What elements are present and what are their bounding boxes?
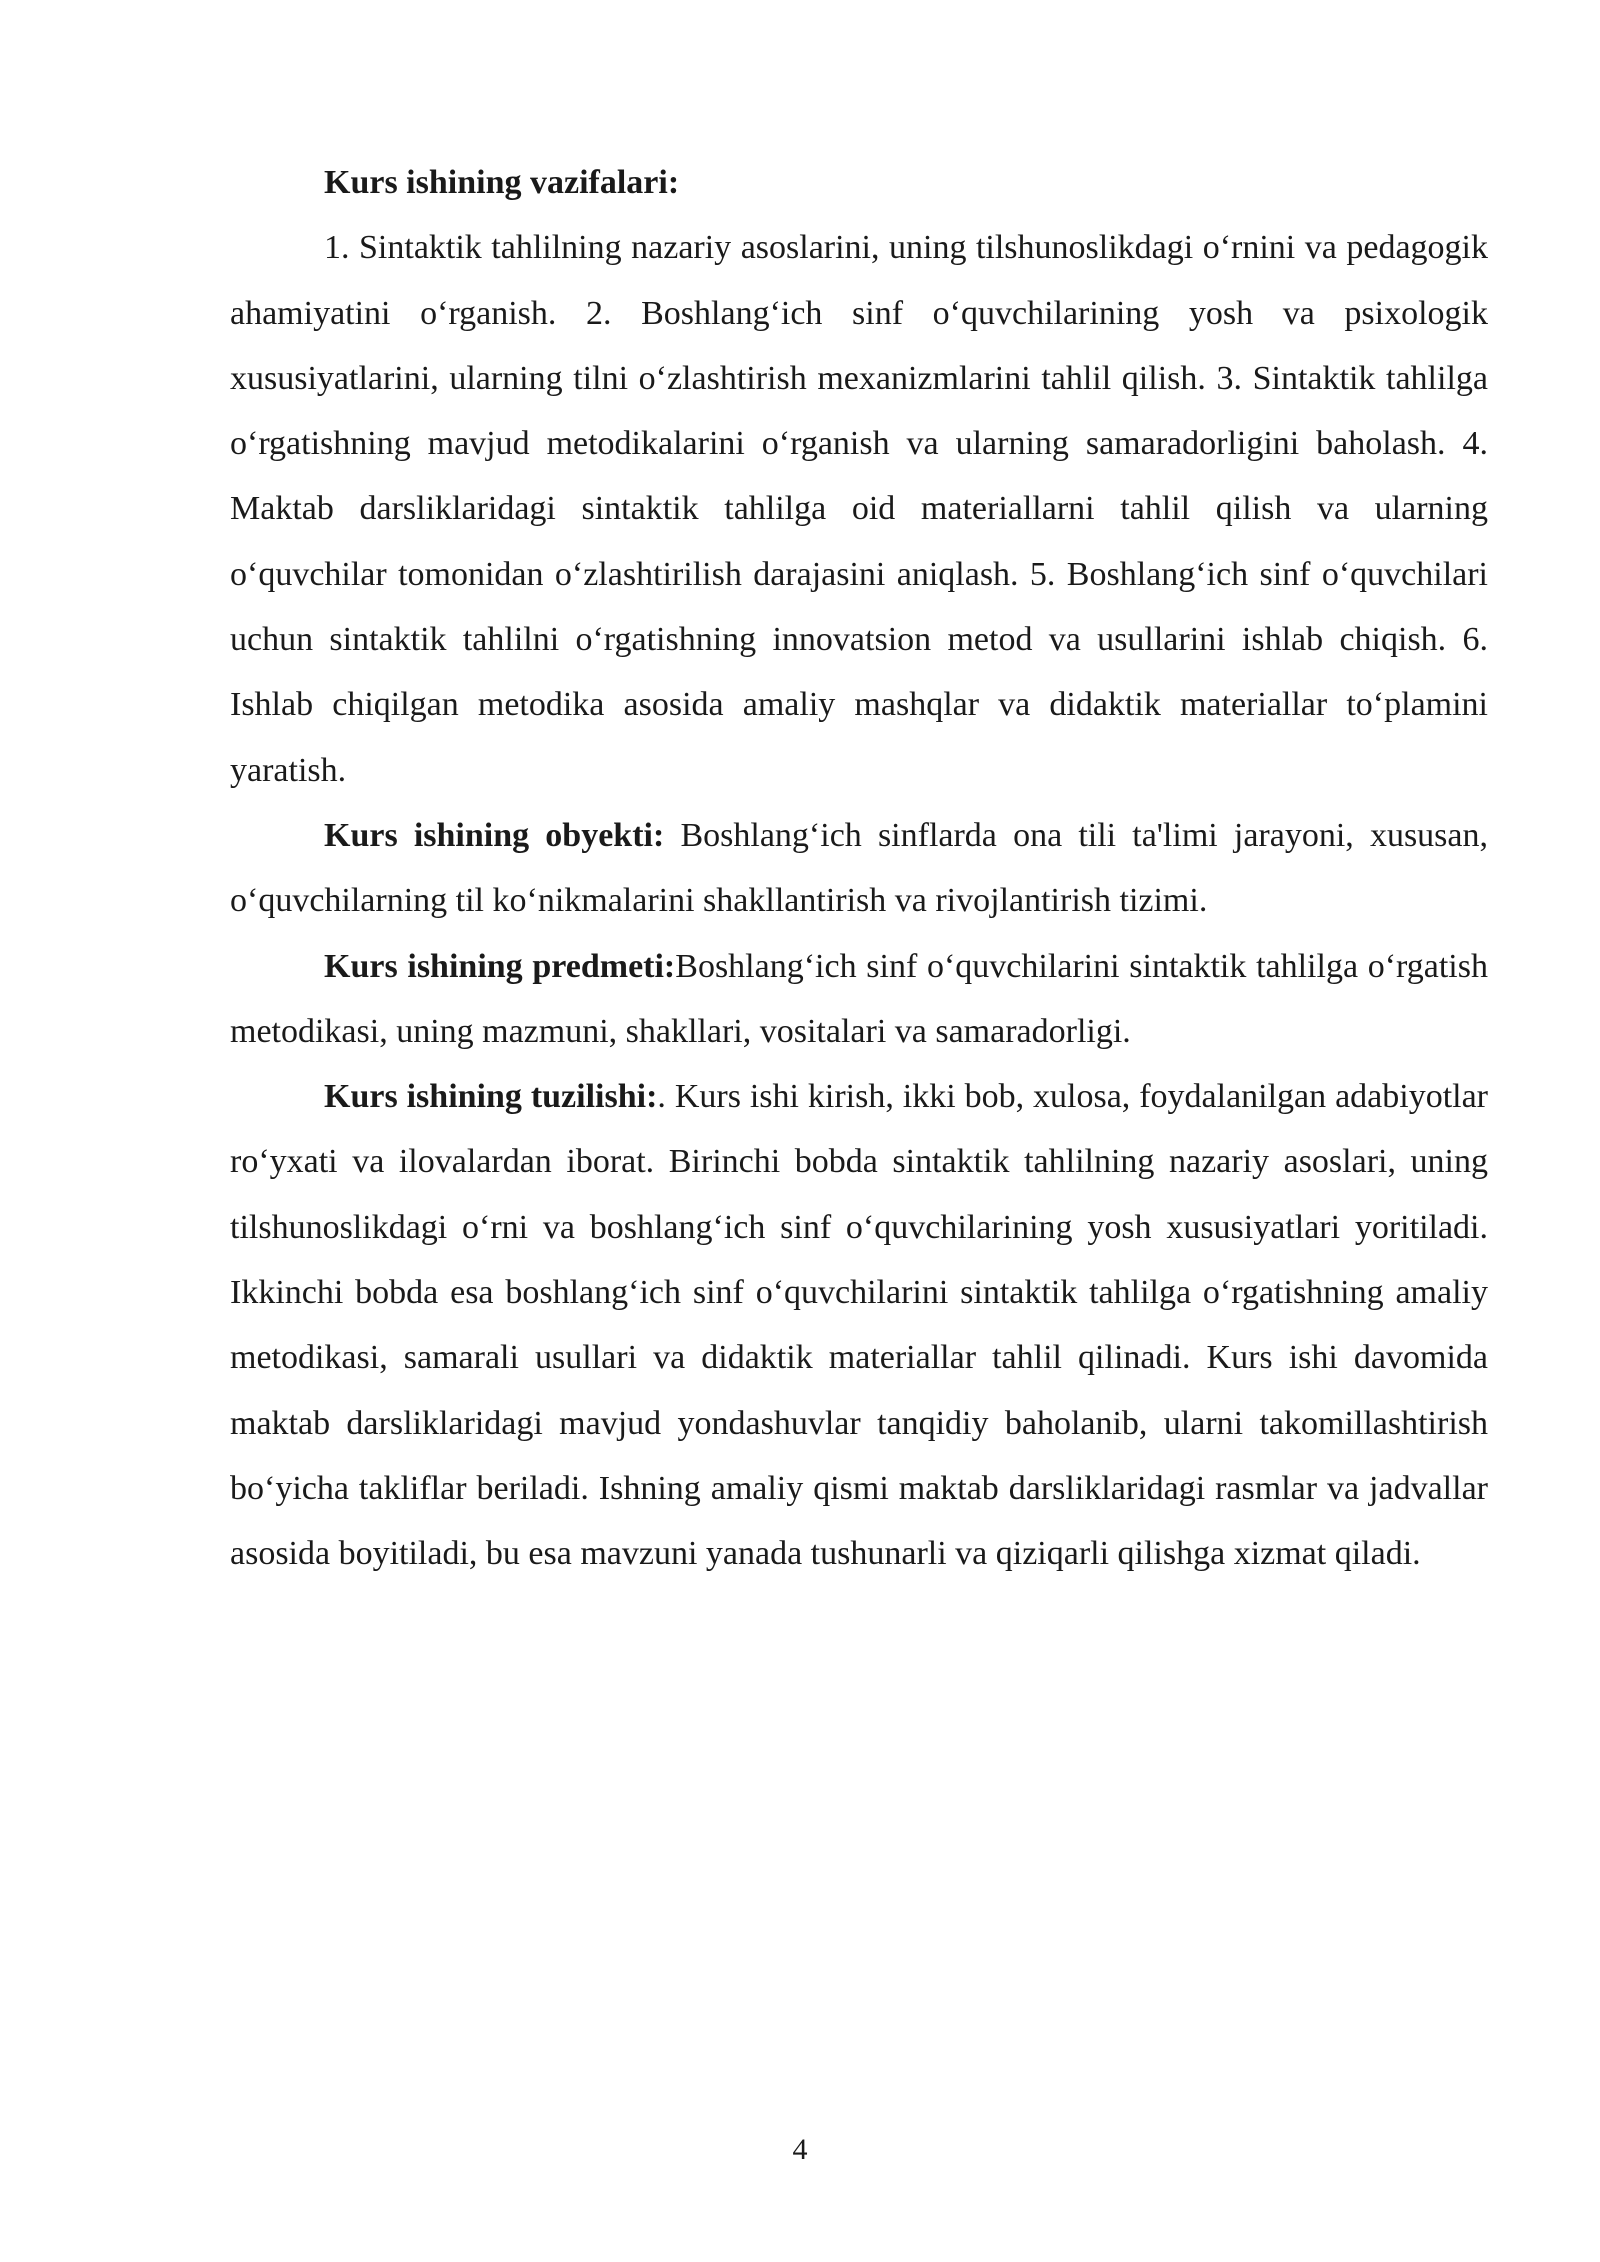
- object-text: Boshlang‘ich sinflarda ona tili ta'limi jarayoni, xususan, o‘quvchilarning til ko‘nikmalarini shakllantirish va rivojlantirish tizimi.: [230, 816, 1488, 920]
- structure-text: . Kurs ishi kirish, ikki bob, xulosa, foydalanilgan adabiyotlar ro‘yxati va ilovalardan iborat. Birinchi bobda sintaktik tahlilning nazariy asoslari, uning tilshunoslikdagi o‘rni va boshlang‘ich sinf o‘quvchilarining yosh xususiyatlari yoritiladi. Ikkinchi bobda esa boshlang‘ich sinf o‘quvchilarini sintaktik tahlilga o‘rgatishning amaliy metodikasi, samarali usullari va didaktik materiallar tahlil qilinadi. Kurs ishi davomida maktab darsliklaridagi mavjud yondashuvlar tanqidiy baholanib, ularni takomillashtirish bo‘yicha takliflar beriladi. Ishning amaliy qismi maktab darsliklaridagi rasmlar va jadvallar asosida boyitiladi, bu esa mavzuni yanada tushunarli va qiziqarli qilishga xizmat qiladi.: [230, 1078, 1488, 1573]
- tasks-heading: Kurs ishining vazifalari:: [324, 164, 680, 201]
- subject-text: Boshlang‘ich sinf o‘quvchilarini sintaktik tahlilga o‘rgatish metodikasi, uning mazmuni, shakllari, vositalari va samaradorligi.: [230, 947, 1488, 1050]
- object-paragraph: [230, 803, 1488, 934]
- structure-paragraph: [230, 1064, 1488, 1586]
- object-label: Kurs ishining obyekti:: [324, 816, 665, 854]
- tasks-paragraph: 1. Sintaktik tahlilning nazariy asoslarini, uning tilshunoslikdagi o‘rnini va pedagogik ahamiyatini o‘rganish. 2. Boshlang‘ich sinf o‘quvchilarining yosh va psixologik xususiyatlarini, ularning tilni o‘zlashtirish mexanizmlarini tahlil qilish. 3. Sintaktik tahlilga o‘rgatishning mavjud metodikalarini o‘rganish va ularning samaradorligini baholash. 4. Maktab darsliklaridagi sintaktik tahlilga oid materiallarni tahlil qilish va ularning o‘quvchilar tomonidan o‘zlashtirilish darajasini aniqlash. 5. Boshlang‘ich sinf o‘quvchilari uchun sintaktik tahlilni o‘rgatishning innovatsion metod va usullarini ishlab chiqish. 6. Ishlab chiqilgan metodika asosida amaliy mashqlar va didaktik materiallar to‘plamini yaratish.: [230, 229, 1488, 789]
- structure-label: Kurs ishining tuzilishi:: [324, 1078, 658, 1116]
- page-number: 4: [792, 2133, 808, 2166]
- subject-label: Kurs ishining predmeti:: [324, 947, 676, 985]
- page-body: [230, 150, 1488, 1587]
- subject-paragraph: [230, 934, 1488, 1065]
